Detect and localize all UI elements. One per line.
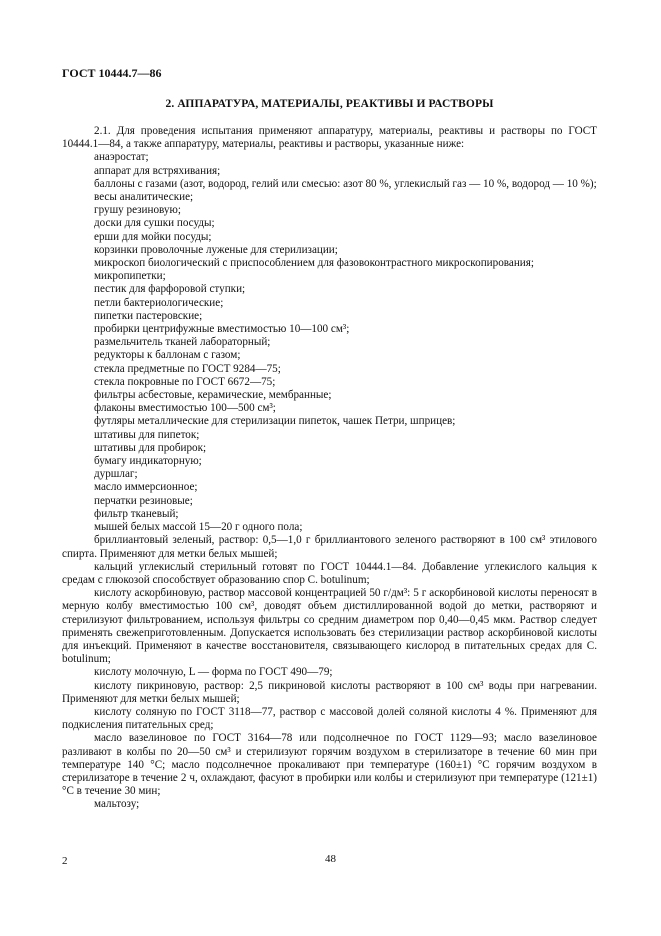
paragraph: кислоту пикриновую, раствор: 2,5 пикриновой кислоты растворяют в 100 см³ воды при нагревании. Применяют для метки белых мышей;: [62, 679, 597, 705]
paragraph: анаэростат;: [94, 151, 149, 164]
page-number-left: 2: [62, 855, 68, 867]
paragraph: штативы для пробирок;: [94, 441, 207, 454]
paragraph: микроскоп биологический с приспособлением для фазовоконтрастного микроскопирования;: [94, 257, 534, 270]
paragraph: ерши для мойки посуды;: [94, 230, 212, 243]
paragraph: пипетки пастеровские;: [94, 309, 203, 322]
paragraph: масло иммерсионное;: [94, 481, 198, 494]
paragraph: кальций углекислый стерильный готовят по ГОСТ 10444.1—84. Добавление углекислого кальция к средам с глюкозой способствует образованию спор C. botulinum;: [62, 560, 597, 586]
paragraph: футляры металлические для стерилизации пипеток, чашек Петри, шприцев;: [94, 415, 456, 428]
paragraph: петли бактериологические;: [94, 296, 224, 309]
paragraph: кислоту молочную, L — форма по ГОСТ 490—79;: [94, 666, 333, 679]
paragraph: фильтры асбестовые, керамические, мембранные;: [94, 389, 332, 402]
document-header: ГОСТ 10444.7—86: [62, 66, 162, 80]
paragraph: редукторы к баллонам с газом;: [94, 349, 241, 362]
paragraph: пробирки центрифужные вместимостью 10—100 см³;: [94, 323, 350, 336]
paragraph: аппарат для встряхивания;: [94, 164, 221, 177]
paragraph: мальтозу;: [94, 798, 140, 811]
paragraph: флаконы вместимостью 100—500 см³;: [94, 402, 276, 415]
paragraph: весы аналитические;: [94, 191, 194, 204]
paragraph: штативы для пипеток;: [94, 428, 200, 441]
paragraph: грушу резиновую;: [94, 204, 181, 217]
paragraph: масло вазелиновое по ГОСТ 3164—78 или подсолнечное по ГОСТ 1129—93; масло вазелиновое разливают в колбы по 20—50 см³ и стерилизуют горячим воздухом в стерилизаторе в течение 60 мин при температуре 140 °С; масло подсолнечное прокаливают при температуре (160±1) °С горячим воздухом в стерилизаторе в течение 2 ч, охлаждают, фасуют в пробирки или колбы и стерилизуют при температуре (121±1) °С в течение 30 мин;: [62, 732, 597, 798]
paragraph: кислоту аскорбиновую, раствор массовой концентрацией 50 г/дм³: 5 г аскорбиновой кислоты переносят в мерную колбу вместимостью 100 см³, доводят объем дистиллированной водой до метки, растворяют и стерилизуют фильтрованием, используя фильтры со средним диаметром пор 0,40—0,45 мкм. Раствор следует применять свежеприготовленным. Допускается использовать без стерилизации раствор аскорбиновой кислоты для инъекций. Применяют в качестве восстановителя, связывающего кислород в питательных средах для C. botulinum;: [62, 587, 597, 666]
paragraph: пестик для фарфоровой ступки;: [94, 283, 246, 296]
page-number-center: 48: [325, 853, 336, 865]
document-body: [62, 125, 597, 812]
paragraph: стекла покровные по ГОСТ 6672—75;: [94, 375, 276, 388]
paragraph: стекла предметные по ГОСТ 9284—75;: [94, 362, 281, 375]
paragraph: бумагу индикаторную;: [94, 455, 202, 468]
paragraph: баллоны с газами (азот, водород, гелий или смесью: азот 80 %, углекислый газ — 10 %, водород — 10 %);: [94, 177, 597, 190]
paragraph: перчатки резиновые;: [94, 494, 193, 507]
paragraph: размельчитель тканей лабораторный;: [94, 336, 271, 349]
section-title: 2. АППАРАТУРА, МАТЕРИАЛЫ, РЕАКТИВЫ И РАСТВОРЫ: [165, 98, 494, 110]
paragraph: микропипетки;: [94, 270, 166, 283]
paragraph: корзинки проволочные луженые для стерилизации;: [94, 243, 338, 256]
paragraph: 2.1. Для проведения испытания применяют аппаратуру, материалы, реактивы и растворы по ГОСТ 10444.1—84, а также аппаратуру, материалы, реактивы и растворы, указанные ниже:: [62, 125, 597, 151]
paragraph: мышей белых массой 15—20 г одного пола;: [94, 521, 303, 534]
paragraph: бриллиантовый зеленый, раствор: 0,5—1,0 г бриллиантового зеленого растворяют в 100 см³ этилового спирта. Применяют для метки белых мышей;: [62, 534, 597, 560]
paragraph: дуршлаг;: [94, 468, 138, 481]
paragraph: кислоту соляную по ГОСТ 3118—77, раствор с массовой долей соляной кислоты 4 %. Применяют для подкисления питательных сред;: [62, 705, 597, 732]
paragraph: фильтр тканевый;: [94, 507, 179, 520]
paragraph: доски для сушки посуды;: [94, 217, 215, 230]
